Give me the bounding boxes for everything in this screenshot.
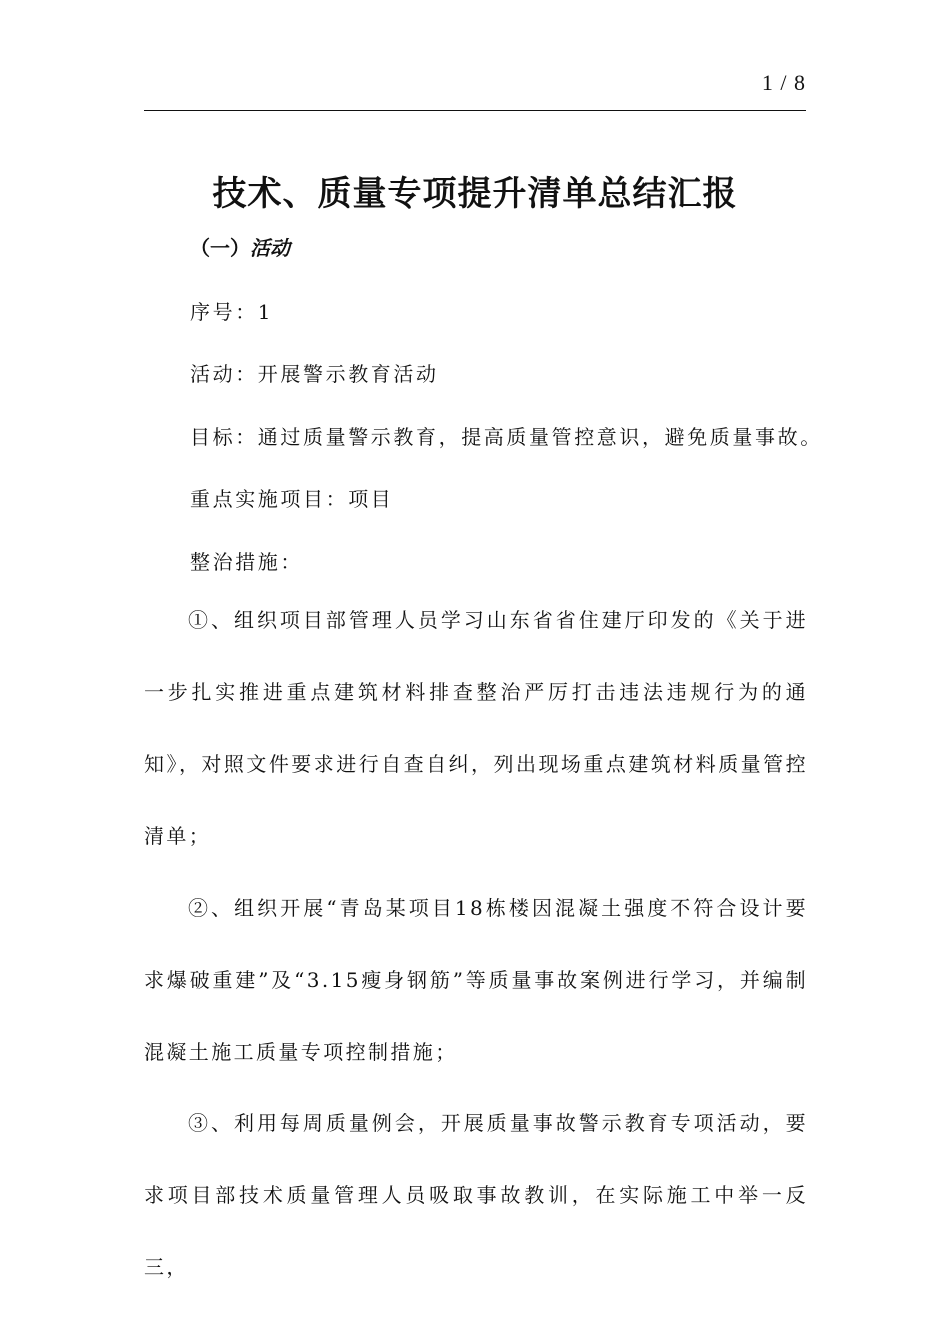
section-number: （一）: [190, 236, 250, 260]
section-heading: [190, 232, 290, 261]
activity-field: 活动：开展警示教育活动: [190, 362, 439, 386]
measures-label: 整治措施：: [190, 550, 303, 574]
section-label: 活动: [250, 236, 290, 260]
measure-item-2: ②、组织开展“青岛某项目18栋楼因混凝土强度不符合设计要求爆破重建”及“3.15瘦身钢筋”等质量事故案例进行学习，并编制混凝土施工质量专项控制措施；: [144, 896, 808, 1064]
serial-field: 序号：1: [190, 300, 274, 324]
page-number: 1 / 8: [761, 70, 806, 95]
measure-item-1: ①、组织项目部管理人员学习山东省省住建厅印发的《关于进一步扎实推进重点建筑材料排查整治严厉打击违法违规行为的通知》，对照文件要求进行自查自纠，列出现场重点建筑材料质量管控清单；: [144, 608, 808, 848]
document-title: 技术、质量专项提升清单总结汇报: [212, 174, 738, 214]
header-divider: [144, 110, 806, 111]
key-project-field: 重点实施项目：项目: [190, 487, 394, 511]
measure-item-3: ③、利用每周质量例会，开展质量事故警示教育专项活动，要求项目部技术质量管理人员吸取事故教训，在实际施工中举一反三，: [144, 1111, 808, 1279]
goal-field: 目标：通过质量警示教育，提高质量管控意识，避免质量事故。: [190, 425, 823, 449]
